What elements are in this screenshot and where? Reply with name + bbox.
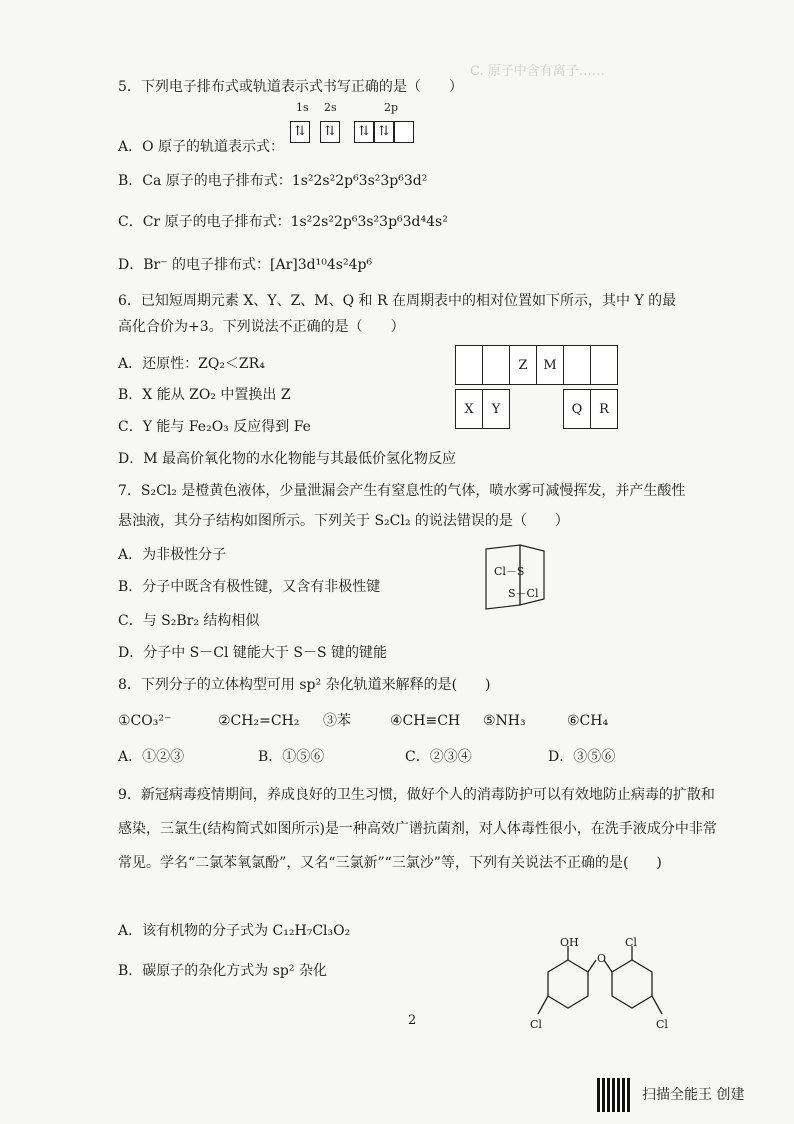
pt-cell [563, 345, 591, 385]
q6-stem-line2: 高化合价为+3。下列说法不正确的是（ ） [118, 319, 405, 335]
pt-cell [482, 345, 510, 385]
orbital-box: ⇅ [290, 121, 310, 143]
q8-item: ⑤NH₃ [483, 713, 526, 729]
q9-option-b: B．碳原子的杂化方式为 sp² 杂化 [118, 963, 327, 979]
q6-option-a: A．还原性：ZQ₂＜ZR₄ [118, 356, 265, 372]
s2cl2-top-bond: Cl－S [494, 565, 525, 578]
q7-option-a: A．为非极性分子 [118, 547, 227, 563]
s2cl2-structure [484, 543, 548, 613]
q7-option-c: C．与 S₂Br₂ 结构相似 [118, 613, 260, 629]
triclosan-ether-label: O [597, 952, 607, 965]
bleed-through-text: C. 原子中含有离子…… [470, 64, 605, 79]
pt-cell: X [455, 389, 483, 429]
triclosan-cl-label: Cl [656, 1018, 668, 1031]
q7-stem-line1: 7．S₂Cl₂ 是橙黄色液体，少量泄漏会产生有窒息性的气体，喷水雾可减慢挥发，并产生酸性 [118, 483, 686, 499]
s2cl2-bottom-bond: S－Cl [508, 587, 539, 600]
pt-cell: R [590, 389, 618, 429]
q8-option-d: D．③⑤⑥ [548, 749, 616, 765]
q5-option-a: A．O 原子的轨道表示式： [118, 139, 285, 155]
pt-cell: Q [563, 389, 591, 429]
orbital-box: ⇅ [374, 121, 394, 143]
q6-option-b: B．X 能从 ZO₂ 中置换出 Z [118, 387, 291, 403]
scanner-watermark: 扫描全能王 创建 [642, 1087, 745, 1103]
triclosan-cl-label: Cl [530, 1018, 542, 1031]
q7-option-b: B．分子中既含有极性键，又含有非极性键 [118, 579, 381, 595]
pt-cell: Z [509, 345, 537, 385]
q7-option-d: D．分子中 S－Cl 键能大于 S－S 键的键能 [118, 645, 387, 661]
qr-code-icon [597, 1078, 631, 1112]
q6-option-d: D．M 最高价氧化物的水化物能与其最低价氢化物反应 [118, 451, 457, 467]
q6-option-c: C．Y 能与 Fe₂O₃ 反应得到 Fe [118, 419, 311, 435]
q8-item: ⑥CH₄ [567, 713, 609, 729]
q8-item: ①CO₃²⁻ [118, 713, 172, 729]
orbital-label-2p: 2p [384, 101, 399, 114]
q8-item: ④CH≡CH [390, 713, 461, 729]
triclosan-oh-label: OH [560, 936, 579, 949]
orbital-box: ⇅ [354, 121, 374, 143]
pt-cell [455, 345, 483, 385]
q5-stem: 5．下列电子排布式或轨道表示式书写正确的是（ ） [118, 79, 463, 95]
q8-option-a: A．①②③ [118, 749, 185, 765]
q8-item: ②CH₂=CH₂ [218, 713, 300, 729]
q9-stem: 9．新冠病毒疫情期间，养成良好的卫生习惯，做好个人的消毒防护可以有效地防止病毒的扩散和感染，三氯生(结构简式如图所示)是一种高效广谱抗菌剂，对人体毒性很小，在洗手液成分中非常常见。学名“二氯苯氧氯酚”，又名“三氯新”“三氯沙”等，下列有关说法不正确的是( ) [118, 787, 717, 871]
orbital-box [394, 121, 414, 143]
q5-option-c: C．Cr 原子的电子排布式：1s²2s²2p⁶3s²3p⁶3d⁴4s² [118, 214, 448, 230]
q8-stem: 8．下列分子的立体构型可用 sp² 杂化轨道来解释的是( ) [118, 677, 491, 693]
pt-cell [590, 345, 618, 385]
q8-option-c: C．②③④ [405, 749, 472, 765]
orbital-label-1s: 1s [296, 101, 309, 114]
page-number: 2 [408, 1013, 417, 1028]
q6-stem-line1: 6．已知短周期元素 X、Y、Z、M、Q 和 R 在周期表中的相对位置如下所示，其中 Y 的最 [118, 293, 677, 309]
q8-item: ③苯 [323, 713, 351, 729]
q8-option-b: B．①⑤⑥ [258, 749, 325, 765]
q7-stem-line2: 悬浊液，其分子结构如图所示。下列关于 S₂Cl₂ 的说法错误的是（ ） [118, 513, 569, 529]
pt-cell: M [536, 345, 564, 385]
triclosan-cl-label: Cl [625, 936, 637, 949]
orbital-box: ⇅ [320, 121, 340, 143]
orbital-label-2s: 2s [324, 101, 337, 114]
q9-option-a: A．该有机物的分子式为 C₁₂H₇Cl₃O₂ [118, 923, 351, 939]
q5-option-d: D．Br⁻ 的电子排布式：[Ar]3d¹⁰4s²4p⁶ [118, 257, 373, 273]
pt-cell: Y [482, 389, 510, 429]
q5-option-b: B．Ca 原子的电子排布式：1s²2s²2p⁶3s²3p⁶3d² [118, 173, 428, 189]
triclosan-structure [520, 930, 700, 1030]
